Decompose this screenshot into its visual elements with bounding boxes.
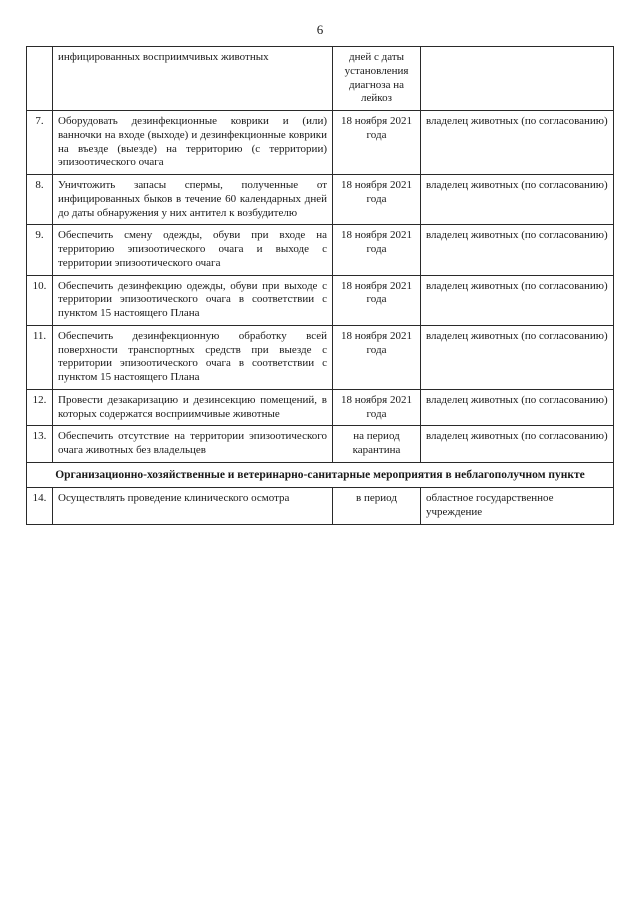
row-responsible xyxy=(421,47,614,111)
row-deadline: на период карантина xyxy=(333,426,421,463)
row-action: инфицированных восприимчивых животных xyxy=(53,47,333,111)
table-row xyxy=(27,111,614,175)
row-action: Оборудовать дезинфекционные коврики и (или) ванночки на входе (выходе) и дезинфекционные коврики на въезде (выезде) на территорию (с территории) эпизоотического очага xyxy=(53,111,333,175)
row-responsible: владелец животных (по согласованию) xyxy=(421,325,614,389)
row-responsible: владелец животных (по согласованию) xyxy=(421,389,614,426)
row-deadline: 18 ноября 2021 года xyxy=(333,175,421,225)
row-number: 12. xyxy=(27,389,53,426)
row-responsible: владелец животных (по согласованию) xyxy=(421,225,614,275)
row-number: 9. xyxy=(27,225,53,275)
row-deadline: 18 ноября 2021 года xyxy=(333,275,421,325)
row-number: 11. xyxy=(27,325,53,389)
table-row xyxy=(27,488,614,525)
row-action: Обеспечить дезинфекционную обработку всей поверхности транспортных средств при выезде с территории эпизоотического очага в соответствии с пунктом 15 настоящего Плана xyxy=(53,325,333,389)
row-number: 10. xyxy=(27,275,53,325)
table-row xyxy=(27,389,614,426)
row-deadline: 18 ноября 2021 года xyxy=(333,325,421,389)
row-deadline: 18 ноября 2021 года xyxy=(333,225,421,275)
row-deadline: в период xyxy=(333,488,421,525)
row-action: Обеспечить отсутствие на территории эпизоотического очага животных без владельцев xyxy=(53,426,333,463)
row-responsible: владелец животных (по согласованию) xyxy=(421,175,614,225)
row-action: Провести дезакаризацию и дезинсекцию помещений, в которых содержатся восприимчивые животные xyxy=(53,389,333,426)
row-action: Осуществлять проведение клинического осмотра xyxy=(53,488,333,525)
row-deadline: 18 ноября 2021 года xyxy=(333,111,421,175)
row-number: 8. xyxy=(27,175,53,225)
table-row xyxy=(27,275,614,325)
row-responsible: владелец животных (по согласованию) xyxy=(421,111,614,175)
row-responsible: владелец животных (по согласованию) xyxy=(421,275,614,325)
row-action: Обеспечить смену одежды, обуви при входе на территорию эпизоотического очага и выходе с территории эпизоотического очага xyxy=(53,225,333,275)
row-responsible: владелец животных (по согласованию) xyxy=(421,426,614,463)
row-responsible: областное государственное учреждение xyxy=(421,488,614,525)
row-number: 14. xyxy=(27,488,53,525)
row-number: 7. xyxy=(27,111,53,175)
row-deadline: 18 ноября 2021 года xyxy=(333,389,421,426)
table-row xyxy=(27,225,614,275)
page-number: 6 xyxy=(316,22,324,37)
row-number: 13. xyxy=(27,426,53,463)
table-row xyxy=(27,426,614,463)
row-action: Обеспечить дезинфекцию одежды, обуви при выходе с территории эпизоотического очага в соответствии с пунктом 15 настоящего Плана xyxy=(53,275,333,325)
table-row xyxy=(27,47,614,111)
section-title: Организационно-хозяйственные и ветеринарно-санитарные мероприятия в неблагополучном пункте xyxy=(27,462,614,487)
table-row xyxy=(27,325,614,389)
row-deadline: дней с даты установления диагноза на лейкоз xyxy=(333,47,421,111)
plan-table xyxy=(26,46,614,525)
row-number xyxy=(27,47,53,111)
row-action: Уничтожить запасы спермы, полученные от инфицированных быков в течение 60 календарных дней до даты обнаружения у них антител к возбудителю xyxy=(53,175,333,225)
section-row xyxy=(27,462,614,487)
table-row xyxy=(27,175,614,225)
